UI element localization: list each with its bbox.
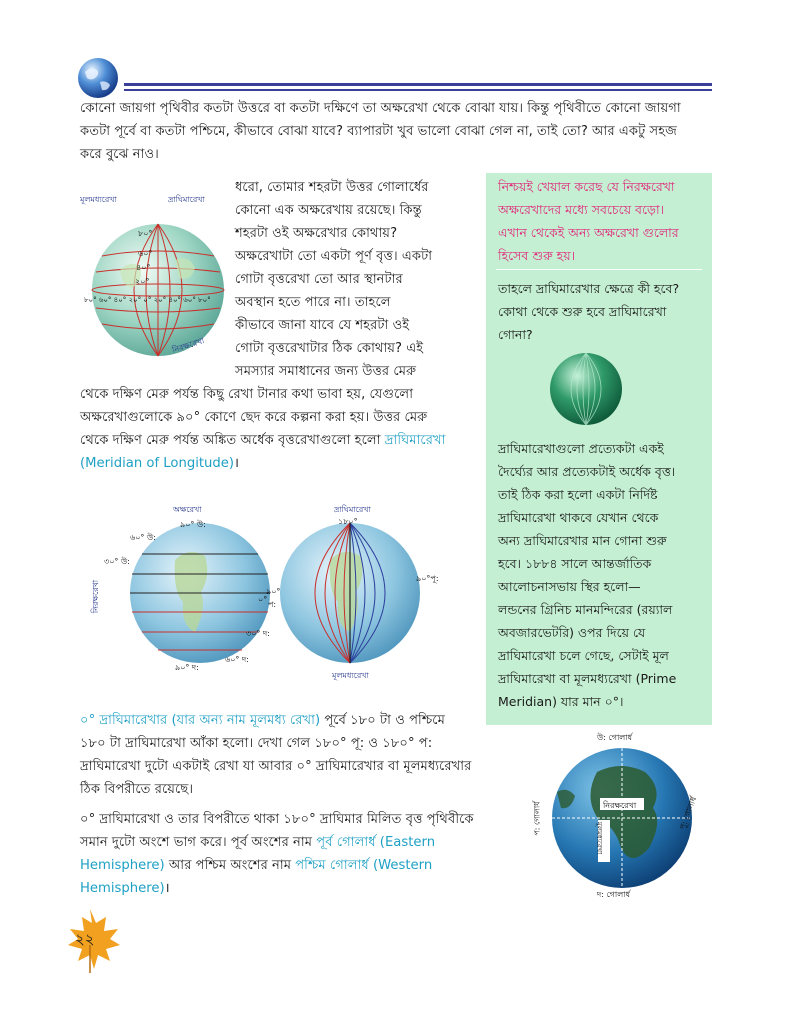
- sidebar-line: অক্ষরেখাদের মধ্যে সবচেয়ে বড়ো।: [498, 202, 665, 217]
- text-line: থেকে দক্ষিণ মেরু পর্যন্ত কিছু রেখা টানার কথা ভাবা হয়, যেগুলো: [80, 387, 414, 402]
- text-line: [80, 854, 500, 877]
- lat-90s-label: ৯০° দ:: [175, 663, 199, 672]
- prime-meridian-bottom-label: মূলমধ্যরেখা: [332, 671, 369, 680]
- lng-90e-label: ৯০°পূ:: [416, 574, 439, 583]
- info-sidebar: [486, 173, 712, 725]
- sidebar-line: দ্রাঘিমারেখা বা মূলমধ্যরেখা (Prime: [498, 671, 677, 686]
- longitude-values: ৮০° ৬০° ৪০° ২০° ০° ২০° ৪০° ৬০° ৮০°: [84, 296, 211, 304]
- intro-paragraph: [80, 97, 720, 166]
- western-hemisphere-term: পশ্চিম গোলার্ধ (Western: [295, 858, 433, 873]
- text-line: সমস্যার সমাধানের জন্য উত্তর মেরু: [235, 364, 417, 379]
- sidebar-line: গোনা?: [498, 327, 533, 342]
- eastern-hemisphere-term-cont: Hemisphere): [80, 858, 165, 873]
- latitude-top-label: অক্ষরেখা: [173, 505, 202, 514]
- text-line: [80, 709, 485, 732]
- header-rule-thin: [124, 89, 712, 91]
- text-span: ।: [164, 881, 170, 896]
- sidebar-line: দ্রাঘিমারেখা চলে গেছে, সেটাই মূল: [498, 648, 669, 663]
- lng-180-label: ১৮০°: [338, 517, 358, 526]
- meridian-english-term: (Meridian of Longitude): [80, 456, 235, 471]
- text-line: শহরটা ওই অক্ষরেখার কোথায়?: [235, 226, 398, 241]
- page-number-leaf: [55, 905, 125, 975]
- sidebar-line: Meridian) যার মান ০°।: [498, 694, 624, 709]
- lng-90w-suffix: প:: [268, 600, 277, 609]
- equator-vertical-label: নিরক্ষরেখা: [91, 579, 101, 614]
- east-hemisphere-label: পূ: গোলার্ধ: [678, 795, 699, 831]
- text-line: অক্ষরেখাটা তো একটা পূর্ণ বৃত্ত। একটা: [235, 249, 433, 264]
- eastern-hemisphere-term: পূর্ব গোলার্ধ (Eastern: [316, 835, 436, 850]
- meridian-label: দ্রাঘিমারেখা: [168, 195, 205, 204]
- prime-meridian-label: মূলমধ্যরেখা: [80, 195, 117, 204]
- longitude-top-label: দ্রাঘিমারেখা: [334, 505, 371, 514]
- equator-label: নিরক্ষরেখা: [603, 801, 637, 810]
- text-span: থেকে দক্ষিণ মেরু পর্যন্ত অঙ্কিত অর্ধেক বৃত্তরেখাগুলো হলো: [80, 433, 381, 448]
- sidebar-line: দ্রাঘিমারেখাগুলো প্রত্যেকটা একই: [498, 441, 664, 456]
- text-line: গোটা বৃত্তরেখা তো আর স্থানটার: [235, 272, 403, 287]
- sidebar-line: দৈর্ঘ্যের আর প্রত্যেকটাই অর্ধেক বৃত্ত।: [498, 464, 676, 479]
- prime-meridian-label: মূলমধ্যরেখা: [595, 821, 604, 855]
- lat-0-label: ০°: [258, 595, 268, 604]
- text-line: [80, 429, 485, 452]
- text-line: ধরো, তোমার শহরটা উত্তর গোলার্ধের: [235, 180, 429, 195]
- paragraph-prime-meridian: [80, 709, 485, 801]
- sidebar-line: কোথা থেকে শুরু হবে দ্রাঘিমারেখা: [498, 304, 667, 319]
- sidebar-line: তাই ঠিক করা হলো একটা নির্দিষ্ট: [498, 487, 658, 502]
- sidebar-divider: [496, 269, 702, 270]
- sidebar-line: দ্রাঘিমারেখা থাকবে যেখান থেকে: [498, 510, 659, 525]
- sidebar-line: তাহলে দ্রাঘিমারেখার ক্ষেত্রে কী হবে?: [498, 281, 680, 296]
- western-hemisphere-term-cont: Hemisphere): [80, 881, 165, 896]
- paragraph-meridian-cont: [80, 383, 485, 475]
- text-span: পূর্বে ১৮০ টা ও পশ্চিমে: [320, 713, 445, 728]
- sidebar-highlight: [498, 175, 704, 267]
- text-span: ।: [234, 456, 240, 471]
- sidebar-line: নিশ্চয়ই খেয়াল করেছ যে নিরক্ষরেখা: [498, 179, 675, 194]
- sidebar-line: অবজারভেটরি) ওপর দিয়ে যে: [498, 625, 646, 640]
- header-globe-logo: [76, 56, 120, 100]
- prime-meridian-term: ০° দ্রাঘিমারেখার (যার অন্য নাম মূলমধ্য রেখা): [80, 713, 321, 728]
- text-line: অক্ষরেখাগুলোকে ৯০° কোণে ছেদ করে কল্পনা করা হয়। উত্তর মেরু: [80, 410, 428, 425]
- lng-90w-label: ৯০°: [266, 587, 281, 596]
- text-line: গোটা বৃত্তরেখাটার ঠিক কোথায়? এই: [235, 341, 424, 356]
- lat-60s-label: ৬০° দ:: [225, 655, 249, 664]
- text-line: [80, 452, 485, 475]
- sidebar-body: [498, 437, 704, 713]
- equator-label: নিরক্ষরেখা: [171, 336, 206, 355]
- hemisphere-globe: [527, 732, 717, 900]
- sidebar-line: এখান থেকেই অন্য অক্ষরেখা গুলোর: [498, 225, 679, 240]
- text-line: অবস্থান হতে পারে না। তাহলে: [235, 295, 391, 310]
- intro-line: কোনো জায়গা পৃথিবীর কতটা উত্তরে বা কতটা দক্ষিণে তা অক্ষরেখা থেকে বোঝা যায়। কিন্তু পৃথিবীতে কোনো জায়গা: [80, 101, 681, 116]
- text-line: [80, 877, 500, 900]
- paragraph-hemispheres: [80, 808, 500, 900]
- latitude-longitude-two-globes: [80, 500, 480, 685]
- lat-60-label: ৬০°: [138, 249, 153, 258]
- sidebar-line: আলোচনাসভায় স্থির হলো—: [498, 579, 641, 594]
- lat-40-label: ৪০°: [136, 263, 151, 272]
- lat-30s-label: ৩০° দ:: [246, 629, 270, 638]
- text-line: ১৮০ টা দ্রাঘিমারেখা আঁকা হলো। দেখা গেল ১৮০° পূ: ও ১৮০° প:: [80, 736, 433, 751]
- intro-line: করে বুঝে নাও।: [80, 147, 159, 162]
- south-hemisphere-label: দ: গোলার্ধ: [597, 890, 631, 899]
- text-line: ০° দ্রাঘিমারেখা ও তার বিপরীতে থাকা ১৮০° দ্রাঘিমার মিলিত বৃত্ত পৃথিবীকে: [80, 812, 474, 827]
- text-line: দ্রাঘিমারেখা দুটো একটাই রেখা যা আবার ০° দ্রাঘিমারেখার বা মূলমধ্যরেখার: [80, 759, 472, 774]
- latitude-longitude-globe: [80, 190, 230, 360]
- header-rule: [124, 83, 712, 86]
- sidebar-question: [498, 277, 704, 346]
- north-hemisphere-label: উ: গোলার্ধ: [597, 733, 633, 742]
- meridian-term: দ্রাঘিমারেখা: [384, 433, 446, 448]
- text-span: আর পশ্চিম অংশের নাম: [164, 858, 296, 873]
- paragraph-meridian: [235, 176, 485, 383]
- text-line: কোনো এক অক্ষরেখায় রয়েছে। কিন্তু: [235, 203, 422, 218]
- text-line: [80, 831, 500, 854]
- globe-icon: [76, 56, 120, 100]
- sidebar-line: লন্ডনের গ্রিনিচ মানমন্দিরের (রয়্যাল: [498, 602, 673, 617]
- sidebar-line: অন্য দ্রাঘিমারেখার মান গোনা শুরু: [498, 533, 667, 548]
- green-globe-image: [548, 351, 624, 427]
- lat-60n-label: ৬০° উ:: [130, 533, 156, 542]
- text-span: সমান দুটো অংশে ভাগ করে। পূর্ব অংশের নাম: [80, 835, 317, 850]
- sidebar-line: হিসেব শুরু হয়।: [498, 248, 576, 263]
- sidebar-line: হবে। ১৮৮৪ সালে আন্তর্জাতিক: [498, 556, 652, 571]
- intro-line: কতটা পূর্বে বা কতটা পশ্চিমে, কীভাবে বোঝা যাবে? ব্যাপারটা খুব ভালো বোঝা গেল না, তাই তো? আর একটু সহজ: [80, 124, 677, 139]
- lat-30n-label: ৩০° উ:: [104, 557, 130, 566]
- lat-80-label: ৮০°: [138, 229, 153, 238]
- lat-20-label: ২০°: [135, 277, 150, 286]
- lat-90n-label: ৯০° উ:: [180, 520, 206, 529]
- west-hemisphere-label: প: গোলার্ধ: [532, 801, 542, 836]
- text-line: কীভাবে জানা যাবে যে শহরটা ওই: [235, 318, 410, 333]
- page-number: ২২: [75, 930, 95, 948]
- text-line: ঠিক বিপরীতে রয়েছে।: [80, 782, 194, 797]
